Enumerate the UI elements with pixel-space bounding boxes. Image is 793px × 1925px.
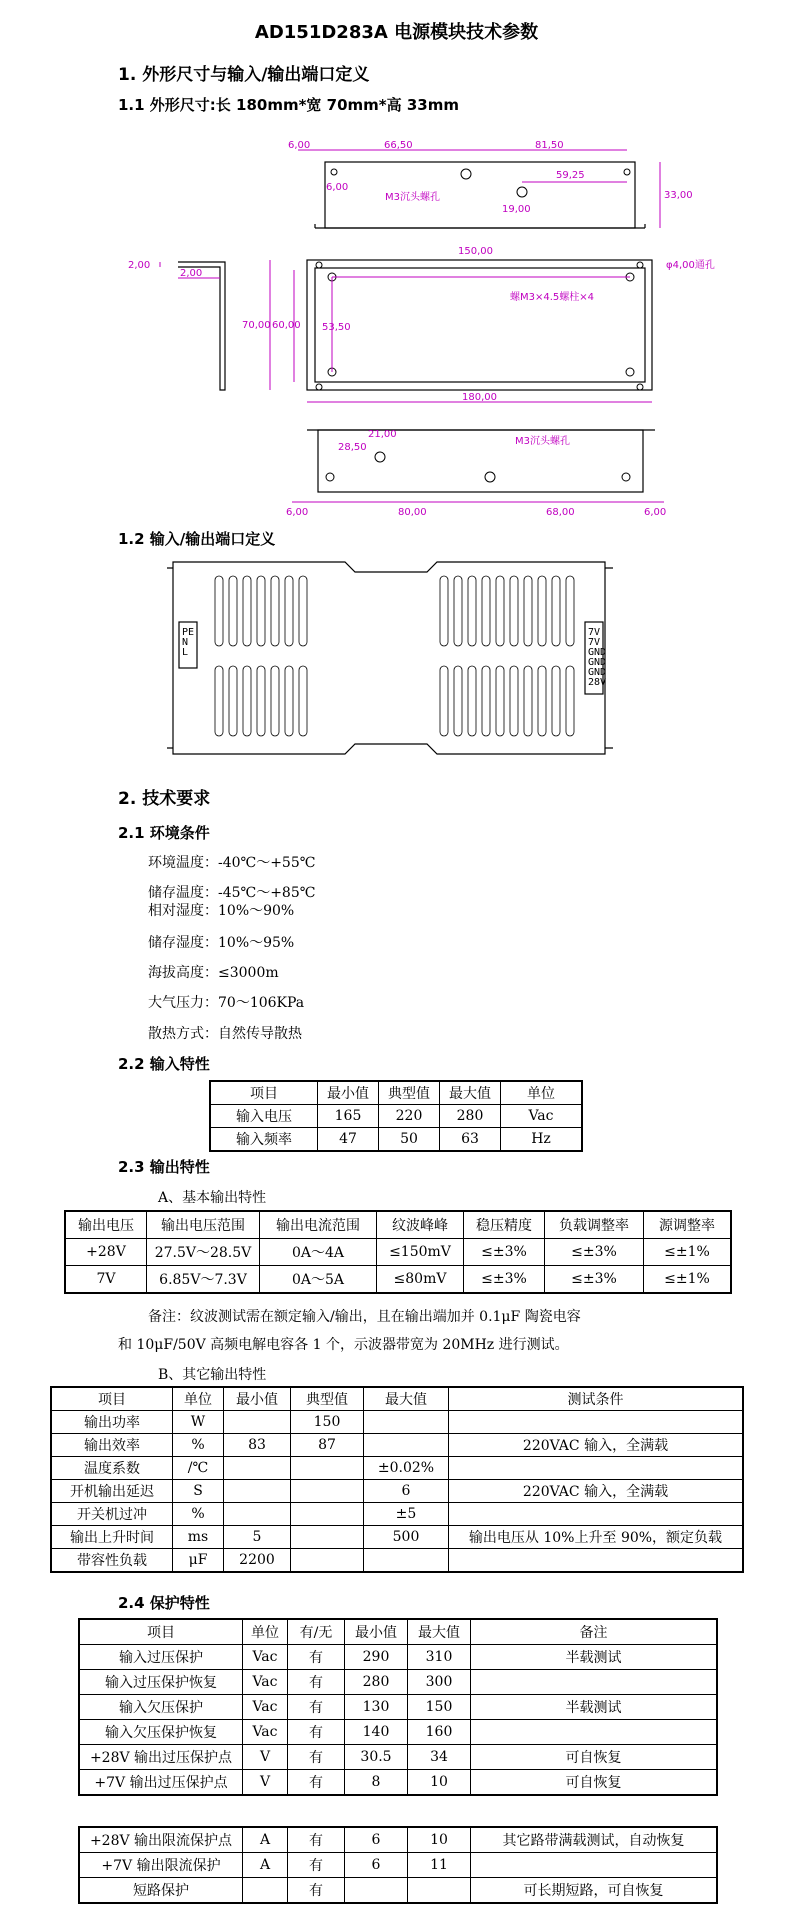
table-cell: A: [243, 1853, 288, 1878]
vent-slot: [482, 666, 490, 736]
table-cell: 项目: [51, 1387, 173, 1411]
table-cell: 输出效率: [51, 1434, 173, 1457]
note-line-2: 和 10μF/50V 高频电解电容各 1 个，示波器带宽为 20MHz 进行测试。: [118, 1337, 569, 1353]
table-row: [79, 1770, 717, 1796]
table-row: [210, 1128, 582, 1152]
dim-label: 53,50: [322, 322, 351, 333]
table-row: [79, 1878, 717, 1904]
dim-label: 60,00: [272, 320, 301, 331]
section-1-2-heading: 1.2 输入/输出端口定义: [118, 530, 276, 548]
table-cell: 10: [408, 1770, 471, 1796]
vent-slot: [566, 576, 574, 646]
port-gnd-3: GND: [588, 667, 607, 678]
table-cell: 可长期短路，可自恢复: [471, 1878, 718, 1904]
dim-label: 螺M3×4.5螺柱×4: [510, 292, 595, 303]
table-cell: 最小值: [345, 1619, 408, 1645]
table-cell: 6: [345, 1853, 408, 1878]
vent-slot: [524, 666, 532, 736]
top-view: [160, 260, 652, 402]
table-cell: Vac: [243, 1720, 288, 1745]
table-cell: 220VAC 输入，全满载: [449, 1434, 744, 1457]
side-view: [298, 150, 660, 228]
table-row: [79, 1720, 717, 1745]
table-cell: +28V: [65, 1239, 147, 1266]
table-cell: 63: [440, 1128, 501, 1152]
table-cell: 最大值: [408, 1619, 471, 1645]
table-cell: 典型值: [291, 1387, 364, 1411]
table-cell: 27.5V～28.5V: [147, 1239, 260, 1266]
table-cell: 140: [345, 1720, 408, 1745]
table-cell: 0A～4A: [260, 1239, 377, 1266]
table-cell: +7V 输出限流保护: [79, 1853, 243, 1878]
vent-slot: [243, 576, 251, 646]
output-basic-table: [64, 1210, 732, 1294]
table-row: [65, 1266, 731, 1294]
table-cell: 最小值: [224, 1387, 291, 1411]
dim-label: 21,00: [368, 429, 397, 440]
table-row: [79, 1670, 717, 1695]
table-cell: 50: [379, 1128, 440, 1152]
table-cell: 项目: [210, 1081, 318, 1105]
table-cell: [224, 1457, 291, 1480]
table-cell: 280: [440, 1105, 501, 1128]
table-cell: %: [173, 1434, 224, 1457]
table-cell: 短路保护: [79, 1878, 243, 1904]
vent-slot: [496, 666, 504, 736]
table-cell: 开机输出延迟: [51, 1480, 173, 1503]
dim-label: 6,00: [286, 507, 309, 518]
table-cell: [291, 1457, 364, 1480]
table-cell: [449, 1411, 744, 1434]
table-cell: [364, 1549, 449, 1573]
table-cell: 有: [288, 1745, 345, 1770]
table-cell: 单位: [501, 1081, 583, 1105]
table-cell: 负载调整率: [545, 1211, 644, 1239]
table-cell: 有: [288, 1827, 345, 1853]
dim-label: 180,00: [462, 392, 497, 403]
table-row: [51, 1411, 743, 1434]
vent-slot: [552, 576, 560, 646]
vent-slot: [468, 576, 476, 646]
table-cell: 500: [364, 1526, 449, 1549]
vent-slot: [299, 666, 307, 736]
table-cell: 310: [408, 1645, 471, 1670]
table-cell: 0A～5A: [260, 1266, 377, 1294]
table-cell: 150: [291, 1411, 364, 1434]
table-cell: 有: [288, 1645, 345, 1670]
table-cell: [364, 1411, 449, 1434]
vent-slot: [299, 576, 307, 646]
table-cell: [291, 1480, 364, 1503]
vent-slot: [552, 666, 560, 736]
table-cell: [291, 1549, 364, 1573]
table-cell: Vac: [243, 1695, 288, 1720]
table-cell: ms: [173, 1526, 224, 1549]
vent-slot: [257, 666, 265, 736]
env-line: 散热方式：自然传导散热: [148, 1026, 302, 1042]
table-cell: 有: [288, 1770, 345, 1796]
table-cell: +28V 输出过压保护点: [79, 1745, 243, 1770]
table-cell: 160: [408, 1720, 471, 1745]
port-7v-2: 7V: [588, 637, 601, 648]
table-cell: 单位: [173, 1387, 224, 1411]
table-cell: W: [173, 1411, 224, 1434]
table-header-row: [51, 1387, 743, 1411]
protection-table: [78, 1618, 718, 1796]
vent-slot: [538, 666, 546, 736]
dim-label: 59,25: [556, 170, 585, 181]
table-cell: 温度系数: [51, 1457, 173, 1480]
table-cell: Vac: [243, 1670, 288, 1695]
dim-label: 68,00: [546, 507, 575, 518]
dim-label: 70,00: [242, 320, 271, 331]
table-cell: 6: [345, 1827, 408, 1853]
table-cell: 30.5: [345, 1745, 408, 1770]
table-cell: 输出电压范围: [147, 1211, 260, 1239]
dim-label: 6,00: [288, 140, 311, 151]
table-cell: 测试条件: [449, 1387, 744, 1411]
dim-label: M3沉头螺孔: [515, 436, 570, 447]
table-cell: 可自恢复: [471, 1770, 718, 1796]
vent-slot: [510, 666, 518, 736]
env-line: 储存温度：-45℃～+85℃: [148, 885, 316, 901]
table-cell: 最大值: [364, 1387, 449, 1411]
port-l: L: [182, 647, 189, 658]
table-cell: 有: [288, 1853, 345, 1878]
table-cell: V: [243, 1770, 288, 1796]
table-cell: 有/无: [288, 1619, 345, 1645]
table-cell: 输入频率: [210, 1128, 318, 1152]
table-cell: [471, 1720, 718, 1745]
table-header-row: [65, 1211, 731, 1239]
table-cell: V: [243, 1745, 288, 1770]
table-row: [51, 1457, 743, 1480]
table-row: [51, 1503, 743, 1526]
table-cell: 2200: [224, 1549, 291, 1573]
table-cell: 输入过压保护恢复: [79, 1670, 243, 1695]
table-row: [79, 1745, 717, 1770]
table-cell: 输出上升时间: [51, 1526, 173, 1549]
protection-table-2: [78, 1826, 718, 1904]
section-1-1-heading: 1.1 外形尺寸:长 180mm*宽 70mm*高 33mm: [118, 96, 459, 114]
vent-slots: [215, 576, 574, 736]
table-cell: [449, 1549, 744, 1573]
output-port-labels: [588, 628, 606, 688]
table-cell: 130: [345, 1695, 408, 1720]
table-cell: 输出电压从 10%上升至 90%，额定负载: [449, 1526, 744, 1549]
table-row: [79, 1827, 717, 1853]
note-line-1: 备注：纹波测试需在额定输入/输出，且在输出端加并 0.1μF 陶瓷电容: [148, 1309, 581, 1325]
vent-slot: [496, 576, 504, 646]
table-row: [51, 1434, 743, 1457]
output-other-table: [50, 1386, 744, 1573]
table-cell: 纹波峰峰: [377, 1211, 464, 1239]
table-cell: A: [243, 1827, 288, 1853]
table-cell: 34: [408, 1745, 471, 1770]
table-cell: 300: [408, 1670, 471, 1695]
table-cell: 165: [318, 1105, 379, 1128]
table-cell: 8: [345, 1770, 408, 1796]
vent-slot: [566, 666, 574, 736]
table-cell: Hz: [501, 1128, 583, 1152]
port-diagram: [165, 554, 645, 774]
vent-slot: [271, 666, 279, 736]
vent-slot: [215, 576, 223, 646]
env-line: 储存湿度：10%～95%: [148, 935, 295, 951]
section-2-4-heading: 2.4 保护特性: [118, 1594, 210, 1612]
table-cell: [364, 1434, 449, 1457]
table-cell: 输入欠压保护恢复: [79, 1720, 243, 1745]
port-gnd-2: GND: [588, 657, 607, 668]
vent-slot: [229, 576, 237, 646]
vent-slot: [468, 666, 476, 736]
table-cell: 输出功率: [51, 1411, 173, 1434]
table-cell: 典型值: [379, 1081, 440, 1105]
env-line: 大气压力：70～106KPa: [148, 995, 305, 1011]
table-cell: [291, 1526, 364, 1549]
table-cell: %: [173, 1503, 224, 1526]
port-gnd-1: GND: [588, 647, 607, 658]
table-cell: +28V 输出限流保护点: [79, 1827, 243, 1853]
dim-label: 28,50: [338, 442, 367, 453]
table-cell: [449, 1503, 744, 1526]
vent-slot: [257, 576, 265, 646]
dim-label: φ4,00通孔: [666, 260, 715, 271]
table-cell: 150: [408, 1695, 471, 1720]
section-2-2-heading: 2.2 输入特性: [118, 1055, 210, 1073]
table-cell: 带容性负载: [51, 1549, 173, 1573]
dim-label: 150,00: [458, 246, 493, 257]
table-cell: 83: [224, 1434, 291, 1457]
table-cell: [408, 1878, 471, 1904]
table-cell: /℃: [173, 1457, 224, 1480]
port-7v-1: 7V: [588, 627, 601, 638]
table-cell: [224, 1480, 291, 1503]
table-cell: 稳压精度: [464, 1211, 545, 1239]
table-cell: 备注: [471, 1619, 718, 1645]
table-cell: 290: [345, 1645, 408, 1670]
dim-label: 6,00: [326, 182, 349, 193]
table-cell: Vac: [243, 1645, 288, 1670]
table-cell: 输出电压: [65, 1211, 147, 1239]
dim-label: 80,00: [398, 507, 427, 518]
bottom-view: [292, 430, 664, 502]
vent-slot: [215, 666, 223, 736]
vent-slot: [285, 666, 293, 736]
table-cell: μF: [173, 1549, 224, 1573]
table-row: [79, 1645, 717, 1670]
table-row: [65, 1239, 731, 1266]
table-cell: 47: [318, 1128, 379, 1152]
table-cell: 项目: [79, 1619, 243, 1645]
table-cell: 单位: [243, 1619, 288, 1645]
table-cell: 开关机过冲: [51, 1503, 173, 1526]
table-row: [79, 1853, 717, 1878]
table-cell: ≤±3%: [545, 1266, 644, 1294]
table-cell: 输出电流范围: [260, 1211, 377, 1239]
vent-slot: [229, 666, 237, 736]
table-cell: 220VAC 输入，全满载: [449, 1480, 744, 1503]
table-cell: [449, 1457, 744, 1480]
table-cell: Vac: [501, 1105, 583, 1128]
table-cell: ≤±1%: [644, 1239, 732, 1266]
table-cell: 87: [291, 1434, 364, 1457]
vent-slot: [243, 666, 251, 736]
table-cell: 11: [408, 1853, 471, 1878]
table-cell: 6: [364, 1480, 449, 1503]
table-cell: [471, 1853, 718, 1878]
table-cell: ≤150mV: [377, 1239, 464, 1266]
table-cell: 可自恢复: [471, 1745, 718, 1770]
table-cell: 其它路带满载测试，自动恢复: [471, 1827, 718, 1853]
table-cell: 源调整率: [644, 1211, 732, 1239]
vent-slot: [440, 576, 448, 646]
table-header-row: [210, 1081, 582, 1105]
table-row: [210, 1105, 582, 1128]
table-cell: 最小值: [318, 1081, 379, 1105]
port-28v: 28V: [588, 677, 607, 688]
vent-slot: [482, 576, 490, 646]
table-cell: 最大值: [440, 1081, 501, 1105]
table-cell: ±0.02%: [364, 1457, 449, 1480]
port-pe: PE: [182, 627, 195, 638]
table-row: [51, 1526, 743, 1549]
table-cell: 半载测试: [471, 1645, 718, 1670]
dim-label: 33,00: [664, 190, 693, 201]
table-cell: 有: [288, 1695, 345, 1720]
table-cell: [471, 1670, 718, 1695]
table-cell: 有: [288, 1878, 345, 1904]
table-cell: ≤±3%: [464, 1266, 545, 1294]
document-title: AD151D283A 电源模块技术参数: [254, 22, 539, 43]
dim-label: 81,50: [535, 140, 564, 151]
table-cell: 有: [288, 1670, 345, 1695]
dim-label: 66,50: [384, 140, 413, 151]
table-cell: 有: [288, 1720, 345, 1745]
port-n: N: [182, 637, 189, 648]
vent-slot: [510, 576, 518, 646]
table-cell: 输入过压保护: [79, 1645, 243, 1670]
input-table: [209, 1080, 583, 1152]
section-2-heading: 2. 技术要求: [118, 789, 211, 809]
table-cell: ≤±1%: [644, 1266, 732, 1294]
table-cell: [243, 1878, 288, 1904]
table-cell: [291, 1503, 364, 1526]
table-row: [51, 1549, 743, 1573]
dimension-drawing: [0, 110, 793, 530]
table-cell: 5: [224, 1526, 291, 1549]
table-cell: 10: [408, 1827, 471, 1853]
table-cell: ≤±3%: [464, 1239, 545, 1266]
input-port-labels: [182, 628, 194, 658]
section-2-3-heading: 2.3 输出特性: [118, 1158, 210, 1176]
subsection-a-heading: A、基本输出特性: [158, 1190, 267, 1206]
dim-label: 2,00: [128, 260, 151, 271]
table-row: [51, 1480, 743, 1503]
dim-label: 2,00: [180, 268, 203, 279]
table-cell: +7V 输出过压保护点: [79, 1770, 243, 1796]
section-2-1-heading: 2.1 环境条件: [118, 824, 210, 842]
env-line: 环境温度：-40℃～+55℃: [148, 855, 316, 871]
vent-slot: [524, 576, 532, 646]
table-cell: 输入欠压保护: [79, 1695, 243, 1720]
vent-slot: [454, 666, 462, 736]
table-cell: 输入电压: [210, 1105, 318, 1128]
table-cell: ≤80mV: [377, 1266, 464, 1294]
vent-slot: [538, 576, 546, 646]
vent-slot: [440, 666, 448, 736]
vent-slot: [271, 576, 279, 646]
table-cell: [224, 1411, 291, 1434]
vent-slot: [285, 576, 293, 646]
env-line: 海拔高度：≤3000m: [148, 965, 279, 981]
table-cell: 半载测试: [471, 1695, 718, 1720]
table-cell: [345, 1878, 408, 1904]
table-cell: ±5: [364, 1503, 449, 1526]
table-row: [79, 1695, 717, 1720]
table-cell: 6.85V～7.3V: [147, 1266, 260, 1294]
table-cell: [224, 1503, 291, 1526]
vent-slot: [454, 576, 462, 646]
table-cell: 220: [379, 1105, 440, 1128]
table-cell: ≤±3%: [545, 1239, 644, 1266]
section-1-heading: 1. 外形尺寸与输入/输出端口定义: [118, 65, 370, 85]
dim-label: M3沉头螺孔: [385, 192, 440, 203]
subsection-b-heading: B、其它输出特性: [158, 1367, 267, 1383]
dim-label: 6,00: [644, 507, 667, 518]
table-cell: S: [173, 1480, 224, 1503]
env-line: 相对湿度：10%～90%: [148, 903, 295, 919]
dim-label: 19,00: [502, 204, 531, 215]
table-header-row: [79, 1619, 717, 1645]
table-cell: 280: [345, 1670, 408, 1695]
table-cell: 7V: [65, 1266, 147, 1294]
